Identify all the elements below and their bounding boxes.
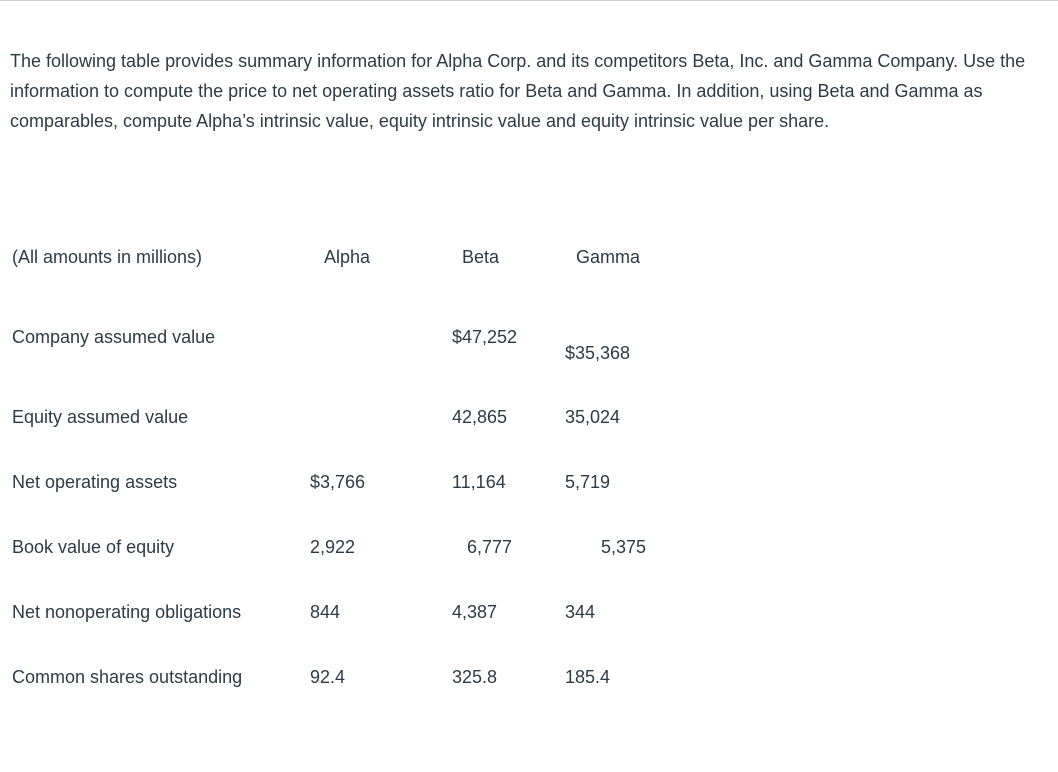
row-label-net-nonoperating-obligations: Net nonoperating obligations — [12, 602, 242, 622]
cell-beta-net-nonoperating-obligations: 4,387 — [452, 602, 498, 622]
question-text: The following table provides summary information for Alpha Corp. and its competitors Beta, Inc. and Gamma Company. Use the information to compute the price to net operating assets ratio for Beta and Gamma. In addition, using Beta and Gamma as comparables, compute Alpha’s intrinsic value, equity intrinsic value and equity intrinsic value per share. — [10, 51, 1026, 131]
row-label-book-value-of-equity: Book value of equity — [12, 537, 175, 557]
row-label-net-operating-assets: Net operating assets — [12, 472, 178, 492]
row-label-equity-assumed-value: Equity assumed value — [12, 407, 189, 427]
cell-beta-net-operating-assets: 11,164 — [452, 472, 506, 492]
header-alpha: Alpha — [324, 247, 371, 267]
row-label-company-assumed-value: Company assumed value — [12, 327, 216, 347]
top-divider — [0, 0, 1058, 1]
cell-alpha-book-value-of-equity: 2,922 — [310, 537, 356, 557]
cell-gamma-net-nonoperating-obligations: 344 — [565, 602, 596, 622]
row-label-common-shares-outstanding: Common shares outstanding — [12, 667, 243, 687]
cell-gamma-common-shares-outstanding: 185.4 — [565, 667, 611, 687]
cell-beta-company-assumed-value: $47,252 — [452, 327, 518, 347]
cell-gamma-equity-assumed-value: 35,024 — [565, 407, 621, 427]
header-beta: Beta — [462, 247, 500, 267]
cell-beta-equity-assumed-value: 42,865 — [452, 407, 508, 427]
cell-alpha-net-operating-assets: $3,766 — [310, 472, 366, 492]
cell-gamma-book-value-of-equity: 5,375 — [601, 537, 647, 557]
cell-beta-common-shares-outstanding: 325.8 — [452, 667, 498, 687]
header-gamma: Gamma — [576, 247, 641, 267]
cell-alpha-common-shares-outstanding: 92.4 — [310, 667, 346, 687]
header-label: (All amounts in millions) — [12, 247, 203, 267]
cell-beta-book-value-of-equity: 6,777 — [467, 537, 513, 557]
cell-alpha-net-nonoperating-obligations: 844 — [310, 602, 341, 622]
cell-gamma-net-operating-assets: 5,719 — [565, 472, 611, 492]
cell-gamma-company-assumed-value: $35,368 — [565, 343, 631, 363]
